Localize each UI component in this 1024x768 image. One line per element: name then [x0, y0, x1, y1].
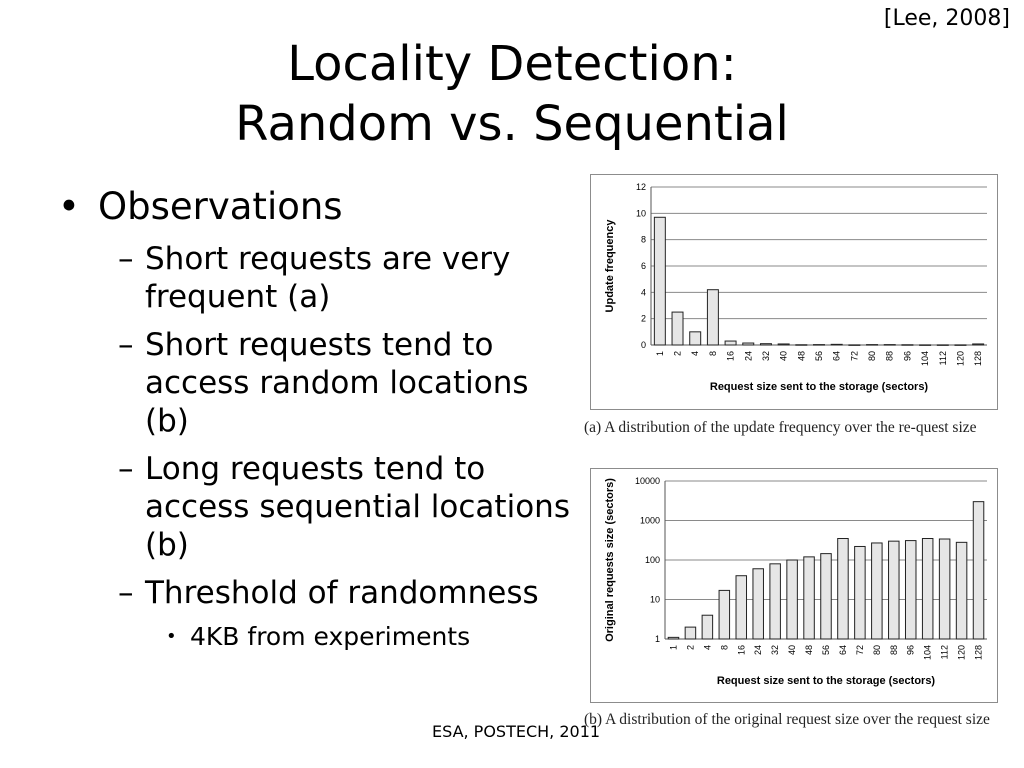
chart-b-xtick-label: 80 [871, 645, 882, 656]
chart-b-xtick-label: 48 [804, 645, 815, 656]
chart-a-xtick-label: 40 [778, 351, 789, 362]
chart-b-bar [838, 539, 849, 639]
chart-a-bar [920, 345, 931, 346]
chart-b-bar [889, 541, 900, 639]
chart-update-frequency [590, 174, 998, 410]
chart-a-xtick-label: 16 [725, 351, 736, 362]
chart-b-y-axis-title: Original requests size (sectors) [604, 478, 616, 642]
bullet-dot: • [58, 185, 80, 228]
dash-marker: – [118, 575, 134, 611]
chart-a-xtick-label: 32 [760, 351, 771, 362]
chart-a-xtick-label: 8 [707, 351, 718, 357]
sub-bullet-3 [118, 450, 578, 564]
chart-b-caption: (b) A distribution of the original request size over the request size [584, 711, 990, 728]
chart-b-bar [922, 539, 933, 639]
chart-b-xtick-label: 16 [736, 645, 747, 656]
chart-b-ytick-label: 10 [649, 594, 660, 605]
chart-b-bar [668, 637, 679, 639]
chart-b-xtick-label: 128 [973, 645, 984, 661]
chart-a-bar [867, 345, 878, 346]
chart-a-xtick-label: 120 [955, 351, 966, 367]
bullet-main-text: Observations [98, 185, 343, 228]
chart-b-xtick-label: 112 [939, 645, 950, 660]
chart-a-xtick-label: 88 [884, 351, 895, 362]
chart-b-bar [736, 576, 747, 639]
chart-a-bar [796, 345, 807, 346]
chart-b-xtick-label: 2 [685, 645, 696, 651]
chart-a-xtick-label: 64 [831, 351, 842, 362]
chart-b-bar [905, 541, 916, 639]
chart-a-bar [814, 345, 825, 346]
chart-b-bar [753, 569, 764, 639]
chart-a-bar [849, 345, 860, 346]
sub-bullet-text: Threshold of randomness [145, 575, 539, 611]
chart-a-ytick-label: 6 [640, 261, 646, 271]
slide-title [0, 34, 1024, 154]
chart-a-bar [654, 217, 665, 345]
chart-a-x-axis-title: Request size sent to the storage (sectors) [709, 381, 929, 393]
chart-a-xtick-label: 56 [814, 351, 824, 362]
bullet-dot: • [166, 626, 177, 647]
dash-marker: – [118, 241, 134, 277]
chart-a-xtick-label: 48 [796, 351, 807, 362]
chart-b-bar [719, 590, 730, 639]
chart-b-xtick-label: 24 [753, 645, 764, 656]
chart-a-bar [778, 344, 789, 345]
chart-a-bar [902, 345, 913, 346]
chart-a-ytick-label: 12 [635, 182, 646, 192]
sub-bullet-4 [118, 574, 578, 612]
chart-original-request-size [590, 468, 998, 703]
sub-bullet-text: Short requests are very frequent (a) [145, 241, 511, 315]
chart-a-svg [591, 175, 997, 409]
chart-b-xtick-label: 104 [922, 645, 933, 661]
chart-a-bar [760, 344, 771, 345]
chart-b-bar [770, 564, 781, 639]
dash-marker: – [118, 451, 134, 487]
chart-b-xtick-label: 32 [770, 645, 781, 656]
chart-a-xtick-label: 96 [902, 351, 913, 362]
chart-b-bar [685, 627, 696, 639]
chart-b-ytick-label: 1 [654, 634, 660, 644]
chart-b-xtick-label: 40 [787, 645, 798, 656]
chart-b-bar [702, 615, 713, 639]
chart-a-xtick-label: 80 [867, 351, 878, 362]
chart-b-xtick-label: 88 [888, 645, 899, 656]
chart-b-xtick-label: 56 [821, 645, 831, 656]
sub-sub-bullet-text: 4KB from experiments [190, 622, 471, 651]
title-line-1: Locality Detection: [287, 36, 737, 92]
chart-a-xtick-label: 1 [654, 351, 665, 357]
chart-a-bar [743, 343, 754, 345]
chart-a-bar [884, 345, 895, 346]
sub-sub-bullet [166, 620, 578, 654]
sub-bullet-1 [118, 240, 578, 316]
footer: ESA, POSTECH, 2011 [432, 722, 601, 741]
chart-a-ytick-label: 4 [640, 287, 646, 298]
chart-a-xtick-label: 24 [743, 351, 754, 362]
chart-a-ytick-label: 2 [640, 313, 646, 324]
chart-a-xtick-label: 128 [973, 351, 984, 367]
chart-a-bar [690, 332, 701, 345]
bullet-observations [58, 184, 578, 230]
chart-a-caption: (a) A distribution of the update frequency over the re-quest size [584, 419, 977, 436]
title-line-2: Random vs. Sequential [235, 96, 789, 152]
chart-b-xtick-label: 1 [668, 645, 679, 651]
chart-b-bar [855, 546, 866, 639]
chart-b-bar [956, 542, 967, 639]
chart-b-ytick-label: 100 [644, 555, 660, 565]
chart-b-xtick-label: 72 [854, 645, 865, 656]
chart-a-ytick-label: 0 [640, 340, 646, 350]
chart-a-ytick-label: 8 [640, 234, 646, 245]
chart-a-bar [937, 345, 948, 346]
chart-b-bar [804, 557, 815, 639]
chart-a-y-axis-title: Update frequency [604, 219, 616, 313]
chart-b-ytick-label: 10000 [634, 476, 660, 486]
bullet-list [58, 184, 578, 654]
chart-b-xtick-label: 64 [837, 645, 848, 656]
chart-b-bar [872, 543, 883, 639]
chart-b-xtick-label: 120 [956, 645, 967, 661]
sub-bullet-text: Short requests tend to access random locations (b) [145, 327, 529, 439]
chart-a-ytick-label: 10 [635, 208, 646, 219]
chart-b-svg [591, 469, 997, 702]
chart-a-xtick-label: 104 [920, 351, 931, 367]
chart-b-bar [821, 554, 832, 639]
chart-b-x-axis-title: Request size sent to the storage (sectors) [716, 675, 936, 687]
chart-a-bar [725, 341, 736, 345]
chart-a-xtick-label: 4 [690, 351, 701, 357]
chart-a-bar [831, 344, 842, 345]
chart-a-xtick-label: 72 [849, 351, 860, 362]
chart-b-xtick-label: 96 [905, 645, 916, 656]
chart-a-bar [672, 312, 683, 345]
chart-b-xtick-label: 4 [702, 645, 713, 651]
chart-a-bar [973, 344, 984, 345]
citation: [Lee, 2008] [883, 6, 1010, 31]
dash-marker: – [118, 327, 134, 363]
chart-b-ytick-label: 1000 [639, 515, 660, 526]
sub-bullet-2 [118, 326, 578, 440]
chart-b-bar [939, 539, 950, 639]
chart-a-xtick-label: 112 [937, 351, 948, 366]
chart-b-bar [787, 560, 798, 639]
chart-a-bar [955, 345, 966, 346]
chart-b-bar [973, 502, 984, 639]
chart-b-xtick-label: 8 [719, 645, 730, 651]
chart-a-bar [707, 290, 718, 345]
sub-bullet-text: Long requests tend to access sequential locations (b) [145, 451, 570, 563]
chart-a-xtick-label: 2 [672, 351, 683, 357]
